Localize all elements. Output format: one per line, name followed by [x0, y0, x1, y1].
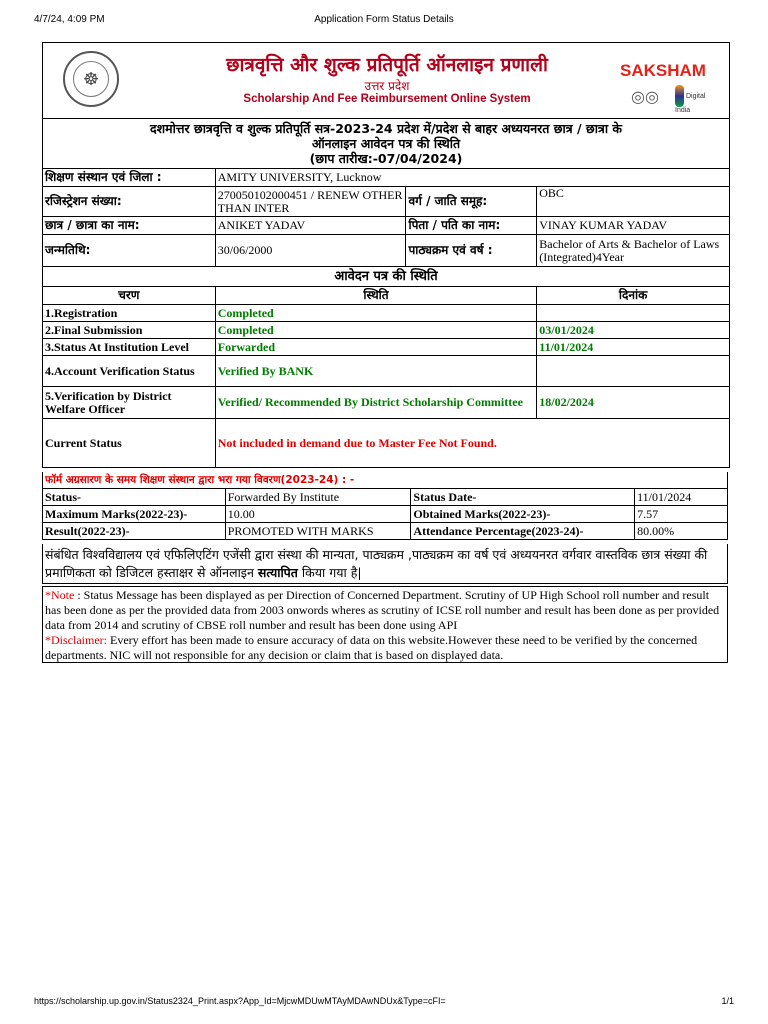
max-marks-value: 10.00 [225, 506, 411, 523]
status-cell: Forwarded [215, 339, 537, 356]
saksham-logo: SAKSHAM [620, 61, 706, 80]
table-row [43, 356, 730, 387]
current-status-value: Not included in demand due to Master Fee Not Found. [215, 419, 729, 468]
note-box [42, 586, 728, 663]
category-value: OBC [537, 187, 730, 217]
state-name: उत्तर प्रदेश [364, 79, 410, 93]
inst-status-value: Forwarded By Institute [225, 489, 411, 506]
table-row [43, 322, 730, 339]
institute-details-table [42, 472, 728, 540]
heading-line-2: ऑनलाइन आवेदन पत्र की स्थिति [311, 136, 461, 151]
dob-label: जन्मतिथि: [43, 235, 216, 267]
print-date: (छाप तारीख:-07/04/2024) [309, 151, 463, 166]
status-cell: Verified/ Recommended By District Scholarship Committee [215, 387, 537, 419]
verification-statement [42, 544, 728, 584]
table-row [43, 305, 730, 322]
stage-cell: 2.Final Submission [43, 322, 216, 339]
attendance-value: 80.00% [635, 523, 728, 540]
category-label: वर्ग / जाति समूह: [406, 187, 537, 217]
current-status-label: Current Status [43, 419, 216, 468]
date-cell [537, 305, 730, 322]
inst-status-label: Status- [43, 489, 226, 506]
date-cell: 18/02/2024 [537, 387, 730, 419]
verification-text: संबंधित विश्वविद्यालय एवं एफिलिएटिंग एजेंसी द्वारा संस्था की मान्यता, पाठ्यक्रम ,पाठ्यक्रम का वर्ष एवं अध्ययनरत वर्गवार वास्तविक छात्र संख्या की प्रमाणिकता को डिजिटल हस्ताक्षर से ऑनलाइन [45, 547, 708, 580]
english-portal-title: Scholarship And Fee Reimbursement Online System [243, 93, 531, 105]
result-value: PROMOTED WITH MARKS [225, 523, 411, 540]
stage-cell: 1.Registration [43, 305, 216, 322]
date-cell: 11/01/2024 [537, 339, 730, 356]
attendance-label: Attendance Percentage(2023-24)- [411, 523, 635, 540]
status-cell: Completed [215, 305, 537, 322]
page-number: 1/1 [721, 996, 734, 1006]
col-status-header: स्थिति [215, 287, 537, 305]
father-name-label: पिता / पति का नाम: [406, 217, 537, 235]
table-row [43, 387, 730, 419]
registration-value: 270050102000451 / RENEW OTHER THAN INTER [215, 187, 406, 217]
date-cell [537, 356, 730, 387]
obtained-marks-label: Obtained Marks(2022-23)- [411, 506, 635, 523]
registration-label: रजिस्ट्रेशन संख्या: [43, 187, 216, 217]
stage-cell: 4.Account Verification Status [43, 356, 216, 387]
stage-cell: 5.Verification by District Welfare Officer [43, 387, 216, 419]
dob-value: 30/06/2000 [215, 235, 406, 267]
portal-header [42, 42, 730, 118]
status-cell: Completed [215, 322, 537, 339]
max-marks-label: Maximum Marks(2022-23)- [43, 506, 226, 523]
up-emblem-icon: ☸ [63, 51, 119, 107]
institute-value: AMITY UNIVERSITY, Lucknow [215, 169, 729, 187]
print-datetime: 4/7/24, 4:09 PM [34, 14, 105, 25]
course-label: पाठ्यक्रम एवं वर्ष : [406, 235, 537, 267]
institute-section-title: फॉर्म अग्रसारण के समय शिक्षण संस्थान द्वारा भरा गया विवरण(2023-24) : - [43, 472, 728, 489]
disclaimer-text: Every effort has been made to ensure accuracy of data on this website.However these need to be verified by the concerned departments. NIC will not responsible for any decision or claim that is based on displayed data. [45, 633, 698, 662]
status-cell: Verified By BANK [215, 356, 537, 387]
swachh-bharat-glasses-icon: ◎◎ [631, 89, 659, 106]
student-name-value: ANIKET YADAV [215, 217, 406, 235]
student-name-label: छात्र / छात्रा का नाम: [43, 217, 216, 235]
form-heading [43, 119, 730, 169]
col-date-header: दिनांक [537, 287, 730, 305]
note-label: *Note [45, 588, 75, 602]
col-stage-header: चरण [43, 287, 216, 305]
digital-india-label: Digital India [675, 92, 706, 114]
hindi-portal-title: छात्रवृत्ति और शुल्क प्रतिपूर्ति ऑनलाइन प्रणाली [226, 54, 548, 76]
status-date-value: 11/01/2024 [635, 489, 728, 506]
status-date-label: Status Date- [411, 489, 635, 506]
course-value: Bachelor of Arts & Bachelor of Laws (Integrated)4Year [537, 235, 730, 267]
stage-cell: 3.Status At Institution Level [43, 339, 216, 356]
status-section-title: आवेदन पत्र की स्थिति [43, 267, 730, 287]
institute-label: शिक्षण संस्थान एवं जिला : [43, 169, 216, 187]
application-status-table [42, 118, 730, 468]
digital-india-logo [675, 85, 715, 114]
page-url: https://scholarship.up.gov.in/Status2324_Print.aspx?App_Id=MjcwMDUwMTAyMDAwNDUx&Type=cFI= [34, 996, 446, 1006]
note-text: : Status Message has been displayed as per Direction of Concerned Department. Scrutiny of UP High School roll number and result has been done as per the provided data from 2003 onwords wheres as scrutiny of ICSE roll number and result has been done as per provided data from 2014 and scrutiny of CBSE roll number and result has been done using API [45, 588, 720, 632]
verification-text-end: किया गया है| [301, 565, 362, 580]
result-label: Result(2022-23)- [43, 523, 226, 540]
heading-line-1: दशमोत्तर छात्रवृत्ति व शुल्क प्रतिपूर्ति सत्र-2023-24 प्रदेश में/प्रदेश से बाहर अध्ययनरत छात्र / छात्रा के [149, 121, 623, 136]
obtained-marks-value: 7.57 [635, 506, 728, 523]
print-title: Application Form Status Details [314, 14, 454, 25]
verified-word: सत्यापित [257, 565, 298, 580]
date-cell: 03/01/2024 [537, 322, 730, 339]
disclaimer-label: *Disclaimer: [45, 633, 107, 647]
father-name-value: VINAY KUMAR YADAV [537, 217, 730, 235]
table-row [43, 339, 730, 356]
